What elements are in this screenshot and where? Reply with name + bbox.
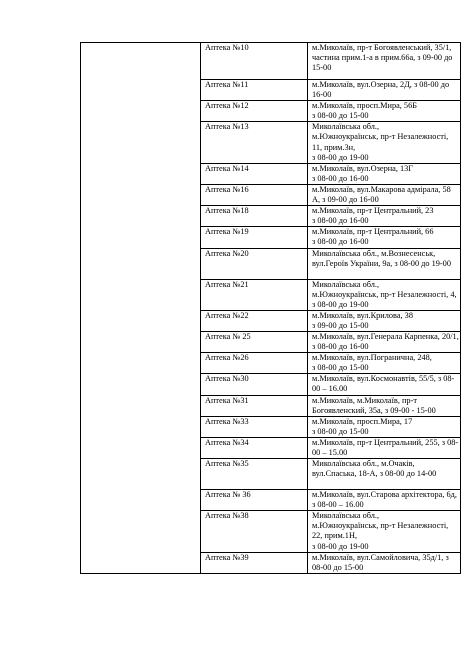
pharmacy-name: Аптека №11 xyxy=(201,80,308,101)
pharmacy-name: Аптека №39 xyxy=(201,552,308,573)
pharmacy-address: м.Миколаїв, пр-т Центральний, 66 з 08-00 до 16-00 xyxy=(308,227,461,248)
pharmacy-name: Аптека №38 xyxy=(201,511,308,552)
pharmacy-name: Аптека №14 xyxy=(201,163,308,184)
blank-left-column xyxy=(81,43,201,574)
pharmacy-address: м.Миколаїв, вул.Озерна, 13Г з 08-00 до 16-00 xyxy=(308,163,461,184)
pharmacy-address: м.Миколаїв, вул.Самойловича, 35д/1, з 08-00 до 15-00 xyxy=(308,552,461,573)
pharmacy-address: м.Миколаїв, вул.Генерала Карпенка, 20/1, з 08-00 до 16-00 xyxy=(308,331,461,352)
pharmacy-name: Аптека №22 xyxy=(201,310,308,331)
pharmacy-name: Аптека № 25 xyxy=(201,331,308,352)
pharmacy-name: Аптека № 36 xyxy=(201,490,308,511)
pharmacy-address: Миколаївська обл., м.Вознесенськ, вул.Героїв України, 9а, з 08-00 до 19-00 xyxy=(308,248,461,279)
pharmacy-address: м.Миколаїв, просп.Мира, 56Б з 08-00 до 15-00 xyxy=(308,101,461,122)
pharmacy-table xyxy=(80,42,461,574)
pharmacy-name: Аптека №33 xyxy=(201,416,308,437)
pharmacy-name: Аптека №21 xyxy=(201,279,308,310)
pharmacy-name: Аптека №18 xyxy=(201,206,308,227)
pharmacy-address: Миколаївська обл., м.Южноукраїнськ, пр-т Незалежності, 11, прим.3н, з 08-00 до 19-00 xyxy=(308,122,461,163)
pharmacy-address: м.Миколаїв, м.Миколаїв, пр-т Богоявленский, 35а, з 09-00 - 15-00 xyxy=(308,395,461,416)
pharmacy-address: м.Миколаїв, вул.Погранична, 248, з 08-00 до 15-00 xyxy=(308,353,461,374)
pharmacy-address: м.Миколаїв, вул.Крилова, 38 з 09-00 до 15-00 xyxy=(308,310,461,331)
pharmacy-name: Аптека №13 xyxy=(201,122,308,163)
pharmacy-table-body xyxy=(81,43,461,574)
pharmacy-address: м.Миколаїв, вул.Старова архітектора, 6д, з 08-00 – 16.00 xyxy=(308,490,461,511)
pharmacy-address: Миколаївська обл., м.Очаків, вул.Спаська, 18-А, з 08-00 до 14-00 xyxy=(308,459,461,490)
pharmacy-address: м.Миколаїв, пр-т Богоявленський, 35/1, частина прим.1-а в прим.66а, з 09-00 до 15-00 xyxy=(308,43,461,80)
pharmacy-name: Аптека №30 xyxy=(201,374,308,395)
pharmacy-address: Миколаївська обл., м.Южноукраїнськ, пр-т Незалежності, 22, прим.1Н, з 08-00 до 19-00 xyxy=(308,511,461,552)
pharmacy-name: Аптека №10 xyxy=(201,43,308,80)
pharmacy-name: Аптека №19 xyxy=(201,227,308,248)
pharmacy-address: м.Миколаїв, пр-т Центральний, 23 з 08-00 до 16-00 xyxy=(308,206,461,227)
pharmacy-name: Аптека №35 xyxy=(201,459,308,490)
pharmacy-address: м.Миколаїв, вул.Космонавтів, 55/5, з 08-00 – 16.00 xyxy=(308,374,461,395)
pharmacy-name: Аптека №20 xyxy=(201,248,308,279)
pharmacy-name: Аптека №16 xyxy=(201,184,308,205)
table-row xyxy=(81,43,461,80)
pharmacy-address: м.Миколаїв, вул.Макарова адмірала, 58 А, з 09-00 до 16-00 xyxy=(308,184,461,205)
pharmacy-name: Аптека №31 xyxy=(201,395,308,416)
pharmacy-address: м.Миколаїв, просп.Мира, 17 з 08-00 до 15-00 xyxy=(308,416,461,437)
pharmacy-address: м.Миколаїв, пр-т Центральний, 255, з 08-00 – 15.00 xyxy=(308,437,461,458)
pharmacy-address: Миколаївська обл., м.Южноукраїнськ, пр-т Незалежності, 4, з 08-00 до 19-00 xyxy=(308,279,461,310)
pharmacy-name: Аптека №12 xyxy=(201,101,308,122)
pharmacy-address: м.Миколаїв, вул.Озерна, 2Д, з 08-00 до 16-00 xyxy=(308,80,461,101)
pharmacy-name: Аптека №26 xyxy=(201,353,308,374)
pharmacy-name: Аптека №34 xyxy=(201,437,308,458)
